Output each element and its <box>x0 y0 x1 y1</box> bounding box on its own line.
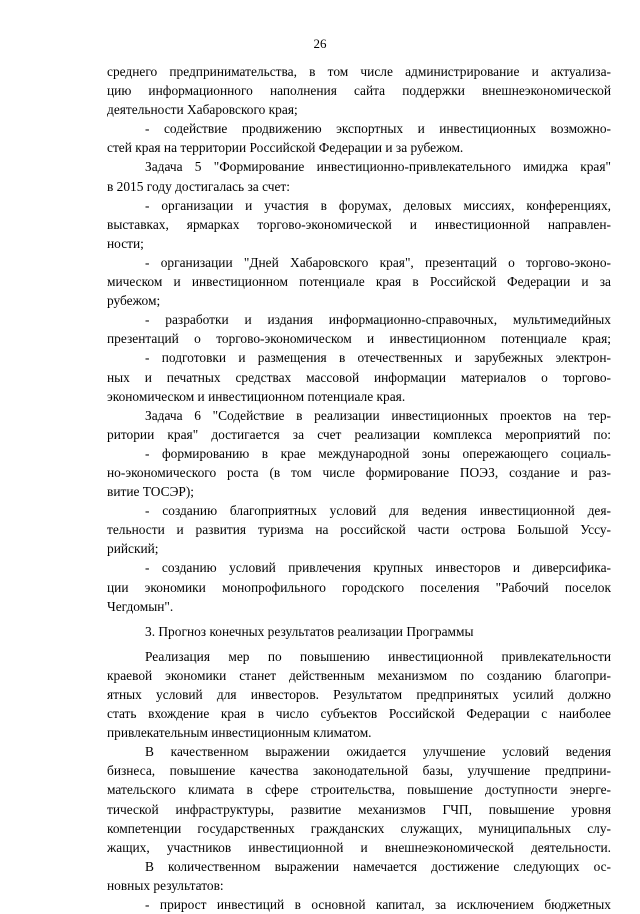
text-line: В качественном выражении ожидается улучшение условий ведения <box>145 744 611 760</box>
text-line: тельности и развития туризма на российской части острова Большой Уссу- <box>107 522 611 538</box>
text-line: ции экономики монопрофильного городского поселения "Рабочий поселок <box>107 579 611 595</box>
text-line: мическом и инвестиционном потенциале края в Российской Федерации и за <box>107 274 611 290</box>
text-line: Задача 6 "Содействие в реализации инвестиционных проектов на тер- <box>145 407 611 423</box>
text-line: цию информационного наполнения сайта поддержки внешнеэкономической <box>107 83 611 99</box>
text-line: витие ТОСЭР); <box>107 484 195 500</box>
text-line: - созданию условий привлечения крупных инвесторов и диверсифика- <box>145 560 611 576</box>
text-line: деятельности Хабаровского края; <box>107 102 298 118</box>
text-line: ных и печатных средствах массовой информации материалов о торгово- <box>107 369 611 385</box>
text-line: тической инфраструктуры, развитие механизмов ГЧП, повышение уровня <box>107 801 611 817</box>
text-line: ности; <box>107 235 144 251</box>
text-line: - разработки и издания информационно-справочных, мультимедийных <box>145 312 611 328</box>
text-line: Реализация мер по повышению инвестиционной привлекательности <box>145 648 611 664</box>
text-line: Чегдомын". <box>107 598 174 614</box>
text-line: стать вхождение края в число субъектов Российской Федерации с наиболее <box>107 706 611 722</box>
text-line: - формированию в крае международной зоны опережающего социаль- <box>145 445 611 461</box>
document-body <box>107 62 611 914</box>
text-line: - подготовки и размещения в отечественных и зарубежных электрон- <box>145 350 611 366</box>
text-line: бизнеса, повышение качества законодательной базы, улучшение предприни- <box>107 763 611 779</box>
text-line: в 2015 году достигалась за счет: <box>107 178 291 194</box>
text-line: - организации "Дней Хабаровского края", презентаций о торгово-эконо- <box>145 254 611 270</box>
text-line: привлекательным инвестиционным климатом. <box>107 725 372 741</box>
text-line: - организации и участия в форумах, деловых миссиях, конференциях, <box>145 197 611 213</box>
text-line: - содействие продвижению экспортных и инвестиционных возможно- <box>145 121 611 137</box>
text-line: выставках, ярмарках торгово-экономической и инвестиционной направлен- <box>107 216 611 232</box>
text-line: рийский; <box>107 541 159 557</box>
text-line: мательского климата в сфере строительства, повышение доступности энерге- <box>107 782 611 798</box>
text-line: презентаций о торгово-экономическом и инвестиционном потенциале края; <box>107 331 611 347</box>
text-line: ритории края" достигается за счет реализации комплекса мероприятий по: <box>107 426 611 442</box>
text-line: экономическом и инвестиционном потенциале края. <box>107 388 406 404</box>
text-line: компетенции государственных гражданских служащих, муниципальных слу- <box>107 820 611 836</box>
text-line: В количественном выражении намечается достижение следующих ос- <box>145 858 611 874</box>
text-line: стей края на территории Российской Федерации и за рубежом. <box>107 140 464 156</box>
text-line: краевой экономики станет действенным механизмом по созданию благопри- <box>107 667 611 683</box>
text-line: среднего предпринимательства, в том числе администрирование и актуализа- <box>107 64 611 79</box>
text-line: но-экономического роста (в том числе формирование ПОЭЗ, создание и раз- <box>107 464 611 480</box>
text-line: ятных условий для инвесторов. Результатом предпринятых усилий должно <box>107 687 611 702</box>
page-number: 26 <box>313 36 327 51</box>
text-line: новных результатов: <box>107 877 224 893</box>
text-line: жащих, участников инвестиционной и внешнеэкономической деятельности. <box>107 839 611 855</box>
text-line: - созданию благоприятных условий для ведения инвестиционной дея- <box>145 503 611 519</box>
text-line: - прирост инвестиций в основной капитал, за исключением бюджетных <box>145 897 611 913</box>
text-line: рубежом; <box>107 293 161 309</box>
text-line: Задача 5 "Формирование инвестиционно-привлекательного имиджа края" <box>145 159 611 175</box>
section-heading: 3. Прогноз конечных результатов реализации Программы <box>145 623 474 639</box>
